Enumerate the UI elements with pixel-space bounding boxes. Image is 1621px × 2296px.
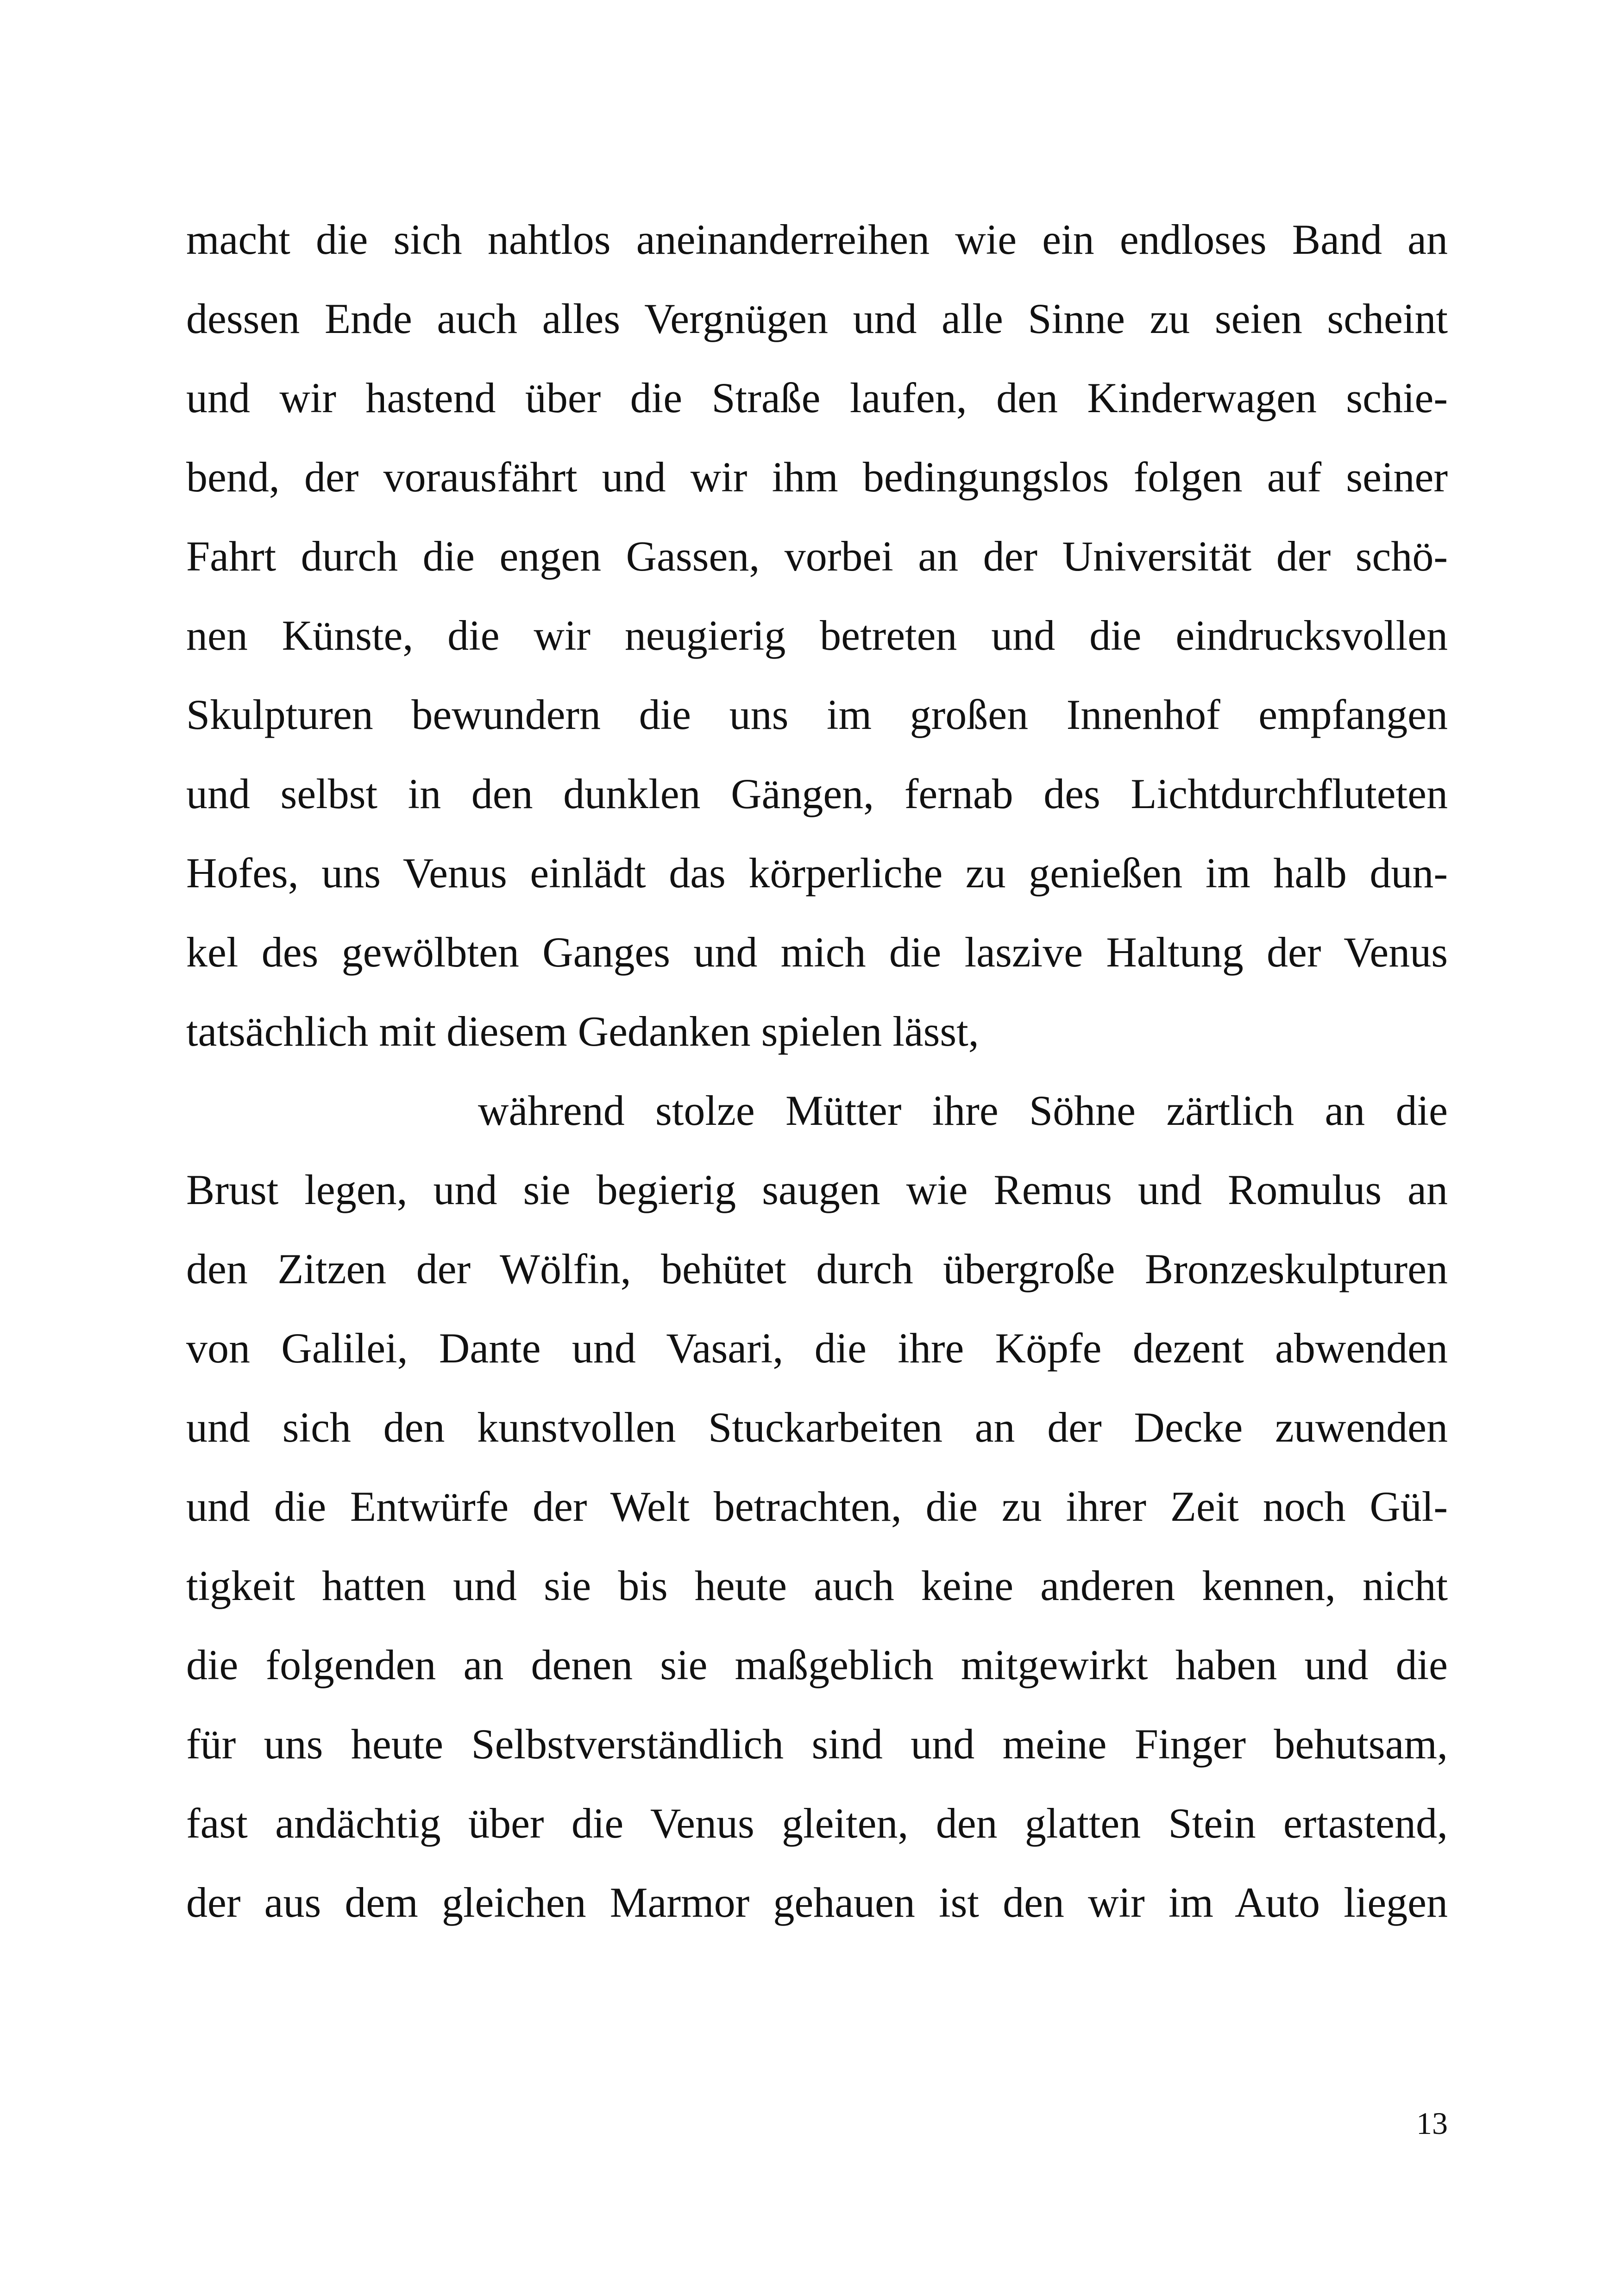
text-line: den Zitzen der Wölfin, behütet durch übergroße Bronzeskulpturen	[186, 1245, 1448, 1292]
text-line: Hofes, uns Venus einlädt das körperliche zu genießen im halb dun-	[186, 849, 1448, 897]
text-line: bend, der vorausfährt und wir ihm bedingungslos folgen auf seiner	[186, 453, 1448, 501]
text-line-indented: während stolze Mütter ihre Söhne zärtlich an die	[478, 1087, 1448, 1134]
text-line: die folgenden an denen sie maßgeblich mitgewirkt haben und die	[186, 1641, 1448, 1688]
text-line: Skulpturen bewundern die uns im großen Innenhof empfangen	[186, 691, 1448, 738]
text-line: und selbst in den dunklen Gängen, fernab des Lichtdurchfluteten	[186, 770, 1448, 817]
text-line: und sich den kunstvollen Stuckarbeiten an der Decke zuwenden	[186, 1404, 1448, 1451]
text-line: macht die sich nahtlos aneinanderreihen wie ein endloses Band an	[186, 216, 1448, 263]
text-line: dessen Ende auch alles Vergnügen und alle Sinne zu seien scheint	[186, 295, 1448, 342]
text-line: tigkeit hatten und sie bis heute auch keine anderen kennen, nicht	[186, 1562, 1448, 1609]
text-line: Fahrt durch die engen Gassen, vorbei an der Universität der schö-	[186, 533, 1448, 580]
text-line: von Galilei, Dante und Vasari, die ihre Köpfe dezent abwenden	[186, 1324, 1448, 1372]
text-line: tatsächlich mit diesem Gedanken spielen lässt,	[186, 1008, 979, 1055]
text-line: fast andächtig über die Venus gleiten, den glatten Stein ertastend,	[186, 1800, 1448, 1847]
text-line: und wir hastend über die Straße laufen, den Kinderwagen schie-	[186, 374, 1448, 421]
text-line: kel des gewölbten Ganges und mich die laszive Haltung der Venus	[186, 928, 1448, 976]
text-line: für uns heute Selbstverständlich sind und meine Finger behutsam,	[186, 1720, 1448, 1768]
body-text	[186, 200, 1448, 1942]
text-line: Brust legen, und sie begierig saugen wie Remus und Romulus an	[186, 1166, 1448, 1213]
text-line: nen Künste, die wir neugierig betreten und die eindrucksvollen	[186, 612, 1448, 659]
text-line: und die Entwürfe der Welt betrachten, die zu ihrer Zeit noch Gül-	[186, 1483, 1448, 1530]
page-number: 13	[1416, 2106, 1448, 2141]
text-line: der aus dem gleichen Marmor gehauen ist den wir im Auto liegen	[186, 1879, 1448, 1926]
